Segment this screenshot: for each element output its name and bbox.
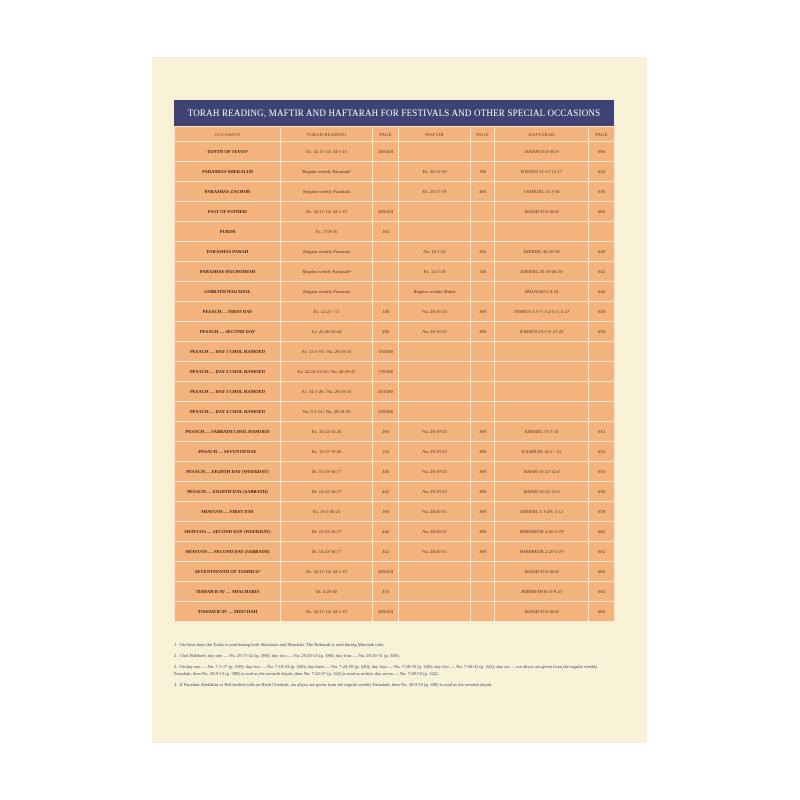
haftarah-cell: EZEKIEL 36:16-38 [495, 242, 589, 262]
maftir-cell: Nu. 28:26-31 [399, 542, 471, 562]
haftarah-page-cell: 656 [589, 462, 615, 482]
footnote [174, 641, 614, 648]
haftarah-page-cell: 650 [589, 322, 615, 342]
footnote [174, 663, 614, 677]
maftir-cell: Regular weekly Maftir [399, 282, 471, 302]
haftarah-page-cell: 654 [589, 442, 615, 462]
occasion-cell: TISHAH B'AV — SHACHARIS [175, 582, 281, 602]
haftarah-page-cell: 658 [589, 502, 615, 522]
table-row [175, 282, 615, 302]
maftir-page-cell: 380 [471, 442, 495, 462]
torah-reading-cell: Ex. 13:1-16 / Nu. 28:19-25 [281, 342, 373, 362]
maftir-page-cell [471, 602, 495, 622]
torah-page-cell: 152 [373, 442, 399, 462]
maftir-cell: Nu. 28:19-25 [399, 442, 471, 462]
table-row [175, 162, 615, 182]
occasion-cell: TISHAH B'AV — MINCHAH [175, 602, 281, 622]
haftarah-cell: ISAIAH 55:6-56:8 [495, 142, 589, 162]
footnote-text: Chol HaMoed, day one — Nu. 29:17-22 (p. 380); day two — Nu. 29:20-25 (p. 380); day four — Nu. 29:26-31 (p. 380). [179, 653, 400, 658]
torah-page-cell: 442 [373, 542, 399, 562]
haftarah-cell: ISAIAH 10:32-12:6 [495, 482, 589, 502]
haftarah-page-cell [589, 402, 615, 422]
torah-reading-cell: Regular weekly Parashah [281, 182, 373, 202]
occasion-cell: SABBATH HAGADOL [175, 282, 281, 302]
torah-reading-cell: Dt. 4:25-40 [281, 582, 373, 602]
haftarah-page-cell: 666 [589, 142, 615, 162]
haftarah-cell: HABAKKUK 2:20-3:19 [495, 522, 589, 542]
haftarah-cell: ISAIAH 55:6-56:8 [495, 562, 589, 582]
haftarah-cell: MALACHI 3:4-24 [495, 282, 589, 302]
maftir-page-cell: 380 [471, 542, 495, 562]
occasion-cell: PARASHAS ZACHOR [175, 182, 281, 202]
haftarah-page-cell: 662 [589, 542, 615, 562]
haftarah-page-cell: 656 [589, 482, 615, 502]
footnote-number: 3. [174, 664, 178, 669]
haftarah-cell [495, 342, 589, 362]
maftir-cell: Nu. 28:19-25 [399, 422, 471, 442]
maftir-cell: Nu. 28:19-25 [399, 462, 471, 482]
torah-reading-cell: Ex. 32:11-14; 34:1-10 [281, 562, 373, 582]
torah-page-cell [373, 182, 399, 202]
table-row [175, 462, 615, 482]
torah-page-cell: 200/204 [373, 602, 399, 622]
torah-page-cell [373, 282, 399, 302]
table-row [175, 382, 615, 402]
haftarah-page-cell: 646 [589, 282, 615, 302]
table-row [175, 402, 615, 422]
haftarah-cell [495, 382, 589, 402]
table-row [175, 262, 615, 282]
haftarah-page-cell: 666 [589, 202, 615, 222]
occasion-cell: FAST OF ESTHER¹ [175, 202, 281, 222]
readings-table [174, 126, 615, 622]
maftir-cell [399, 582, 471, 602]
occasion-cell: PESACH — DAY 3 CHOL HAMOED [175, 382, 281, 402]
table-row [175, 522, 615, 542]
occasion-cell: SEVENTEENTH OF TAMMUZ¹ [175, 562, 281, 582]
torah-page-cell: 148 [373, 302, 399, 322]
maftir-cell [399, 222, 471, 242]
haftarah-cell: II KINGS 23:1-9, 21-25 [495, 322, 589, 342]
maftir-cell: Ex. 12:1-20 [399, 262, 471, 282]
torah-page-cell: 200/204 [373, 562, 399, 582]
haftarah-page-cell [589, 362, 615, 382]
haftarah-cell: EZEKIEL 1:1-28; 3:12 [495, 502, 589, 522]
maftir-page-cell: 196 [471, 162, 495, 182]
table-row [175, 602, 615, 622]
haftarah-cell: JEREMIAH 8:13-9:23 [495, 582, 589, 602]
maftir-cell: Nu. 28:16-25 [399, 322, 471, 342]
table-row [175, 242, 615, 262]
haftarah-cell [495, 222, 589, 242]
maftir-cell: Nu. 28:26-31 [399, 522, 471, 542]
table-row [175, 202, 615, 222]
col-header-haftarah: HAFTARAH [495, 127, 589, 142]
maftir-cell [399, 202, 471, 222]
haftarah-cell: HABAKKUK 2:20-3:19 [495, 542, 589, 562]
maftir-cell: Nu. 28:16-25 [399, 302, 471, 322]
haftarah-cell: EZEKIEL 45:16-46:18 [495, 262, 589, 282]
torah-reading-cell: Ex. 22:24-23:19 / Nu. 28:19-25 [281, 362, 373, 382]
footnote-number: 1. [174, 642, 178, 647]
occasion-cell: SHAVUOS — FIRST DAY [175, 502, 281, 522]
col-header-torah-reading: TORAH READING [281, 127, 373, 142]
torah-reading-cell: Ex. 33:12-34:26 [281, 422, 373, 442]
maftir-page-cell: 380 [471, 502, 495, 522]
maftir-page-cell [471, 222, 495, 242]
table-row [175, 562, 615, 582]
table-row [175, 302, 615, 322]
haftarah-page-cell [589, 222, 615, 242]
table-row [175, 442, 615, 462]
maftir-page-cell: 380 [471, 462, 495, 482]
maftir-page-cell [471, 142, 495, 162]
torah-page-cell: 446 [373, 522, 399, 542]
maftir-page-cell: 380 [471, 482, 495, 502]
torah-reading-cell: Dt. 14:22-16:17 [281, 542, 373, 562]
occasion-cell: PARASHAS SHEKALIM [175, 162, 281, 182]
haftarah-cell: ISAIAH 10:32-12:6 [495, 462, 589, 482]
footnote [174, 652, 614, 659]
maftir-cell: Nu. 19:1-22 [399, 242, 471, 262]
occasion-cell: PURIM [175, 222, 281, 242]
occasion-cell: PESACH — DAY 2 CHOL HAMOED [175, 362, 281, 382]
maftir-page-cell [471, 282, 495, 302]
table-row [175, 582, 615, 602]
footnote-number: 4. [174, 682, 178, 687]
occasion-cell: PARASHAS HACHODESH [175, 262, 281, 282]
torah-reading-cell: Ex. 13:17-15:26 [281, 442, 373, 462]
maftir-page-cell [471, 202, 495, 222]
torah-page-cell [373, 242, 399, 262]
haftarah-page-cell: 662 [589, 522, 615, 542]
haftarah-page-cell: 664 [589, 582, 615, 602]
maftir-cell: Nu. 28:19-25 [399, 482, 471, 502]
footnote-text: On day one — Nu. 7:1-17 (p. 318); day two — Nu. 7:18-23 (p. 320); day three — Nu. 7:24-29 (p. 320); day four — Nu. 7:30-35 (p. 320); day five — Nu. 7:36-41 (p. 322); day six — six aliyos are given from the regular weekly Parashah, then Nu. 28:9-15 (p. 380) is read as the seventh aliyah, then Nu. 7:42-47 (p. 322) is read as maftir; day seven — Nu. 7:48-53 (p. 322). [174, 664, 598, 676]
haftarah-cell: I SAMUEL 15:1-34 [495, 182, 589, 202]
table-row [175, 482, 615, 502]
torah-page-cell: 150/380 [373, 342, 399, 362]
maftir-cell [399, 362, 471, 382]
torah-reading-cell: Ex. 12:21 - 51 [281, 302, 373, 322]
torah-reading-cell: Dt. 14:22-16:17 [281, 482, 373, 502]
torah-page-cell: 164 [373, 222, 399, 242]
haftarah-page-cell [589, 342, 615, 362]
torah-page-cell: 288 [373, 322, 399, 342]
maftir-cell: Nu. 28:26-31 [399, 502, 471, 522]
maftir-page-cell [471, 382, 495, 402]
haftarah-cell [495, 402, 589, 422]
maftir-cell: Ex. 30:11-16 [399, 162, 471, 182]
haftarah-page-cell: 634 [589, 162, 615, 182]
torah-page-cell [373, 262, 399, 282]
torah-page-cell: 446 [373, 462, 399, 482]
occasion-cell: PESACH — EIGHTH DAY (SABBATH) [175, 482, 281, 502]
haftarah-cell: ISAIAH 55:6-56:8 [495, 202, 589, 222]
table-title: TORAH READING, MAFTIR AND HAFTARAH FOR FESTIVALS AND OTHER SPECIAL OCCASIONS [174, 100, 614, 126]
col-header-maftir: MAFTIR [399, 127, 471, 142]
col-header-page: PAGE [589, 127, 615, 142]
footnote-text: If Parashas Shekalim or HaChodesh falls on Rosh Chodesh, six aliyos are given from the regular weekly Parashah, then Nu. 28:9-15 (p. 380) is read as the seventh aliyah. [179, 682, 493, 687]
torah-page-cell: 442 [373, 482, 399, 502]
haftarah-page-cell: 652 [589, 422, 615, 442]
col-header-page: PAGE [373, 127, 399, 142]
document-page [152, 57, 647, 743]
table-row [175, 422, 615, 442]
table-row [175, 222, 615, 242]
maftir-page-cell: 466 [471, 182, 495, 202]
maftir-cell [399, 142, 471, 162]
torah-reading-cell: Ex. 19:1-20:23 [281, 502, 373, 522]
torah-page-cell: 200/204 [373, 142, 399, 162]
col-header-page: PAGE [471, 127, 495, 142]
haftarah-page-cell [589, 382, 615, 402]
torah-reading-cell: Regular weekly Parashah⁴ [281, 162, 373, 182]
torah-reading-cell: Regular weekly Parashah [281, 242, 373, 262]
table-row [175, 342, 615, 362]
footnote [174, 681, 614, 688]
haftarah-cell: ISAIAH 55:6-56:8 [495, 602, 589, 622]
footnote-number: 2. [174, 653, 178, 658]
table-row [175, 502, 615, 522]
occasion-cell: PESACH — DAY 4 CHOL HAMOED [175, 402, 281, 422]
torah-reading-cell: Dt. 15:19-16:17 [281, 462, 373, 482]
table-body [175, 142, 615, 622]
occasion-cell: SHAVUOS — SECOND DAY (SABBATH) [175, 542, 281, 562]
haftarah-page-cell: 636 [589, 182, 615, 202]
torah-page-cell: 416 [373, 582, 399, 602]
occasion-cell: PARASHAS PARAH [175, 242, 281, 262]
maftir-page-cell: 380 [471, 522, 495, 542]
torah-page-cell: 166 [373, 502, 399, 522]
maftir-cell [399, 402, 471, 422]
torah-page-cell: 204/380 [373, 382, 399, 402]
torah-reading-cell: Regular weekly Parashah [281, 282, 373, 302]
haftarah-cell: II SAMUEL 22:1 - 51 [495, 442, 589, 462]
maftir-page-cell [471, 362, 495, 382]
table-row [175, 142, 615, 162]
maftir-cell [399, 342, 471, 362]
maftir-page-cell [471, 582, 495, 602]
occasion-cell: TENTH OF TEVES¹ [175, 142, 281, 162]
torah-reading-cell: Ex. 32:11-14; 34:1-10 [281, 202, 373, 222]
table-row [175, 542, 615, 562]
haftarah-page-cell: 648 [589, 302, 615, 322]
footnote-text: On these days the Torah is read during both Shacharis and Minchah. The Haftarah is read during Minchah only. [179, 642, 385, 647]
torah-page-cell: 176/380 [373, 362, 399, 382]
torah-reading-cell: Ex. 32:11-14; 34:1-10 [281, 142, 373, 162]
haftarah-page-cell: 640 [589, 242, 615, 262]
torah-reading-cell: Regular weekly Parashah⁴ [281, 262, 373, 282]
maftir-cell [399, 382, 471, 402]
torah-reading-cell: Ex. 34:1-26 / Nu. 28:19-25 [281, 382, 373, 402]
occasion-cell: PESACH — SECOND DAY [175, 322, 281, 342]
haftarah-page-cell: 666 [589, 562, 615, 582]
maftir-page-cell [471, 402, 495, 422]
occasion-cell: PESACH — SEVENTH DAY [175, 442, 281, 462]
table-header-row [175, 127, 615, 142]
torah-reading-cell: Nu. 9:1-14 / Nu. 28:19-25 [281, 402, 373, 422]
occasion-cell: PESACH — FIRST DAY [175, 302, 281, 322]
torah-reading-cell: Dt. 15:19-16:17 [281, 522, 373, 542]
table-row [175, 322, 615, 342]
occasion-cell: PESACH — SABBATH CHOL HAMOED [175, 422, 281, 442]
torah-reading-cell: Lv. 22:26-23:44 [281, 322, 373, 342]
maftir-page-cell [471, 342, 495, 362]
torah-page-cell: 328/380 [373, 402, 399, 422]
haftarah-page-cell: 666 [589, 602, 615, 622]
maftir-page-cell: 380 [471, 322, 495, 342]
torah-page-cell [373, 162, 399, 182]
maftir-cell: Dt. 25:17-19 [399, 182, 471, 202]
maftir-page-cell: 356 [471, 242, 495, 262]
haftarah-cell: II KINGS 11:17-12:17 [495, 162, 589, 182]
maftir-page-cell: 380 [471, 422, 495, 442]
occasion-cell: PESACH — DAY 1 CHOL HAMOED [175, 342, 281, 362]
haftarah-cell [495, 362, 589, 382]
col-header-occasion: OCCASION [175, 127, 281, 142]
torah-page-cell: 206 [373, 422, 399, 442]
torah-reading-cell: Ex. 17:8-16 [281, 222, 373, 242]
maftir-page-cell: 380 [471, 302, 495, 322]
table-row [175, 362, 615, 382]
maftir-page-cell [471, 562, 495, 582]
torah-page-cell: 200/204 [373, 202, 399, 222]
maftir-cell [399, 602, 471, 622]
torah-reading-cell: Ex. 32:11-14; 34:1-10 [281, 602, 373, 622]
footnotes [174, 641, 614, 692]
table-row [175, 182, 615, 202]
occasion-cell: SHAVUOS — SECOND DAY (WEEKDAY) [175, 522, 281, 542]
maftir-page-cell: 146 [471, 262, 495, 282]
maftir-cell [399, 562, 471, 582]
occasion-cell: PESACH — EIGHTH DAY (WEEKDAY) [175, 462, 281, 482]
haftarah-cell: JOSHUA 3:5-7; 5:2-6:1; 6:27 [495, 302, 589, 322]
haftarah-page-cell: 642 [589, 262, 615, 282]
haftarah-cell: EZEKIEL 37:1-14 [495, 422, 589, 442]
